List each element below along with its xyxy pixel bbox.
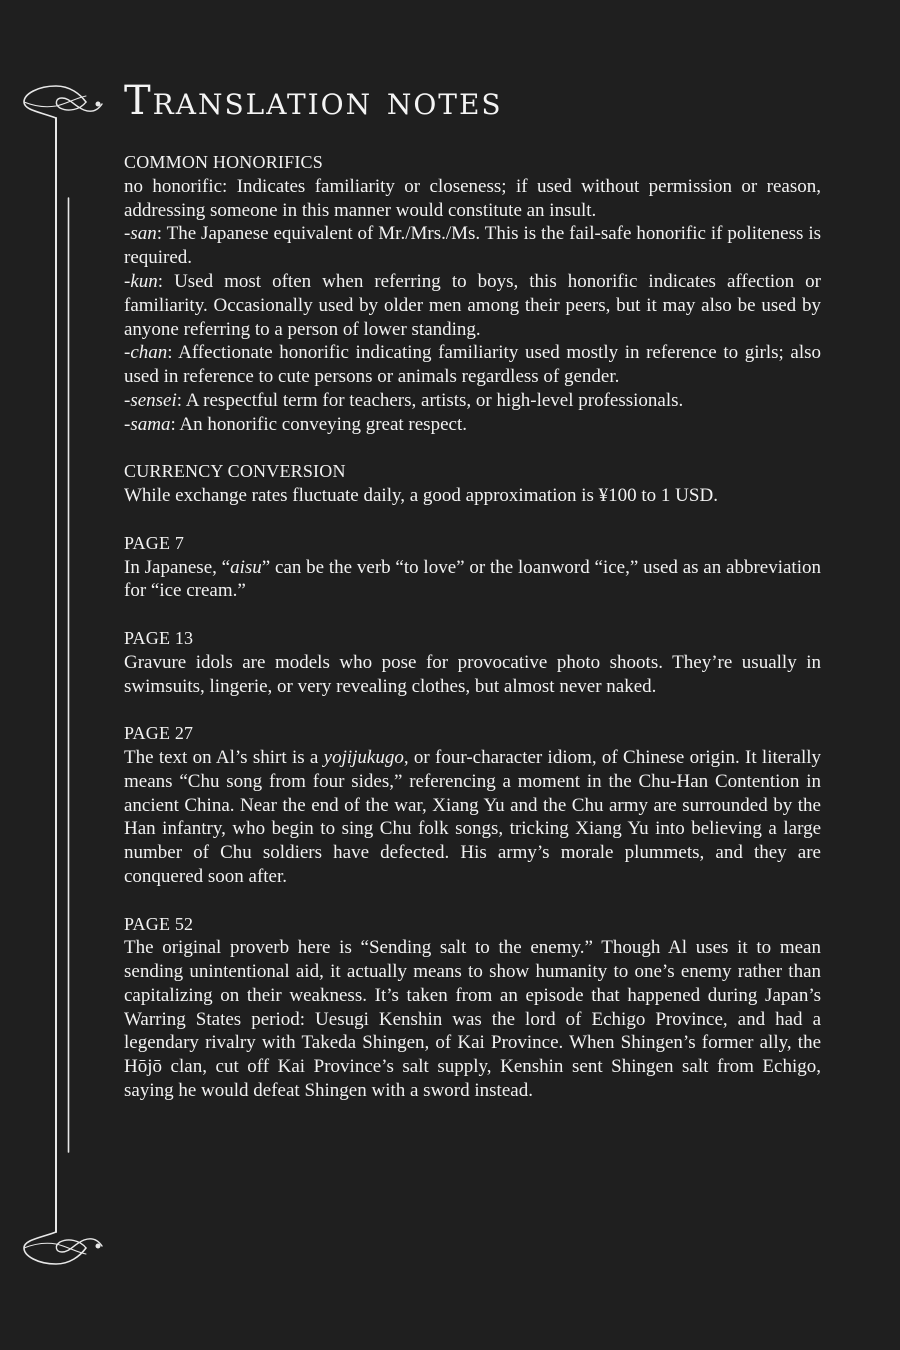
page-52-note [124, 913, 821, 1103]
honorific-entry [124, 270, 821, 341]
honorific-term: -sama [124, 413, 171, 435]
honorific-term: -chan [124, 342, 168, 364]
honorific-definition: : The Japanese equivalent of Mr./Mrs./Ms. This is the fail-safe honorific if politeness is required. [124, 223, 821, 269]
note-text-part: In Japanese, “ [124, 556, 231, 578]
honorific-definition: : Indicates familiarity or closeness; if used without permission or reason, addressing someone in this manner would constitute an insult. [124, 175, 821, 221]
page-7-note [124, 532, 821, 603]
section-heading: COMMON HONORIFICS [124, 152, 323, 172]
honorific-entry [124, 341, 821, 389]
honorific-term: -kun [124, 270, 158, 292]
notes-content [124, 151, 821, 1127]
italic-word: yojijukugo [323, 746, 404, 768]
note-text-part: , or four-character idiom, of Chinese origin. It literally means “Chu song from four sides,” referencing a moment in the Chu-Han Contention in ancient China. Near the end of the war, Xiang Yu and the Chu army are surrounded by the Han infantry, who begin to sing Chu folk songs, tricking Xiang Yu into believing a large number of Chu soldiers have defected. His army’s morale plummets, and they are conquered soon after. [124, 746, 821, 887]
note-text-part: The text on Al’s shirt is a [124, 746, 324, 768]
honorific-entry [124, 389, 821, 413]
section-heading: PAGE 27 [124, 723, 194, 744]
page-27-note [124, 722, 821, 889]
note-text [124, 746, 821, 889]
italic-word: aisu [230, 556, 262, 578]
page-13-note [124, 627, 821, 698]
note-text-part: ” can be the verb “to love” or the loanword “ice,” used as an abbreviation for “ice cream.” [124, 556, 821, 602]
page-title: Translation notes [124, 78, 503, 124]
section-heading: PAGE 52 [124, 913, 194, 934]
currency-section [124, 460, 821, 508]
note-text [124, 556, 821, 604]
honorific-term: -sensei [124, 389, 177, 411]
flourish-border-ornament [0, 0, 120, 1350]
honorific-term: no honorific [124, 175, 223, 197]
note-text: Gravure idols are models who pose for provocative photo shoots. They’re usually in swimsuits, lingerie, or very revealing clothes, but almost never naked. [124, 651, 821, 697]
honorific-term: -san [124, 223, 157, 245]
honorific-definition: : An honorific conveying great respect. [170, 413, 467, 435]
honorific-definition: : Affectionate honorific indicating familiarity used mostly in reference to girls; also used in reference to cute persons or animals regardless of gender. [124, 342, 821, 388]
section-heading: PAGE 13 [124, 627, 194, 648]
honorific-entry [124, 175, 821, 223]
note-text: While exchange rates fluctuate daily, a good approximation is ¥100 to 1 USD. [124, 485, 718, 507]
honorific-entry [124, 222, 821, 270]
section-heading: PAGE 7 [124, 532, 185, 553]
honorific-definition: : Used most often when referring to boys, this honorific indicates affection or familiarity. Occasionally used by older men among their peers, but it may also be used by anyone referring to a person of lower standing. [124, 270, 821, 340]
honorific-definition: : A respectful term for teachers, artists, or high-level professionals. [176, 389, 684, 411]
honorifics-section [124, 151, 821, 437]
section-heading: CURRENCY CONVERSION [124, 461, 346, 482]
honorific-entry [124, 413, 821, 437]
note-text: The original proverb here is “Sending salt to the enemy.” Though Al uses it to mean sending unintentional aid, it actually means to show humanity to one’s enemy rather than capitalizing on their weakness. It’s taken from an episode that happened during Japan’s Warring States period: Uesugi Kenshin was the lord of Echigo Province, and had a legendary rivalry with Takeda Shingen, of Kai Province. When Shingen’s former ally, the Hōjō clan, cut off Kai Province’s salt supply, Kenshin sent Shingen salt from Echigo, saying he would defeat Shingen with a sword instead. [124, 937, 821, 1102]
